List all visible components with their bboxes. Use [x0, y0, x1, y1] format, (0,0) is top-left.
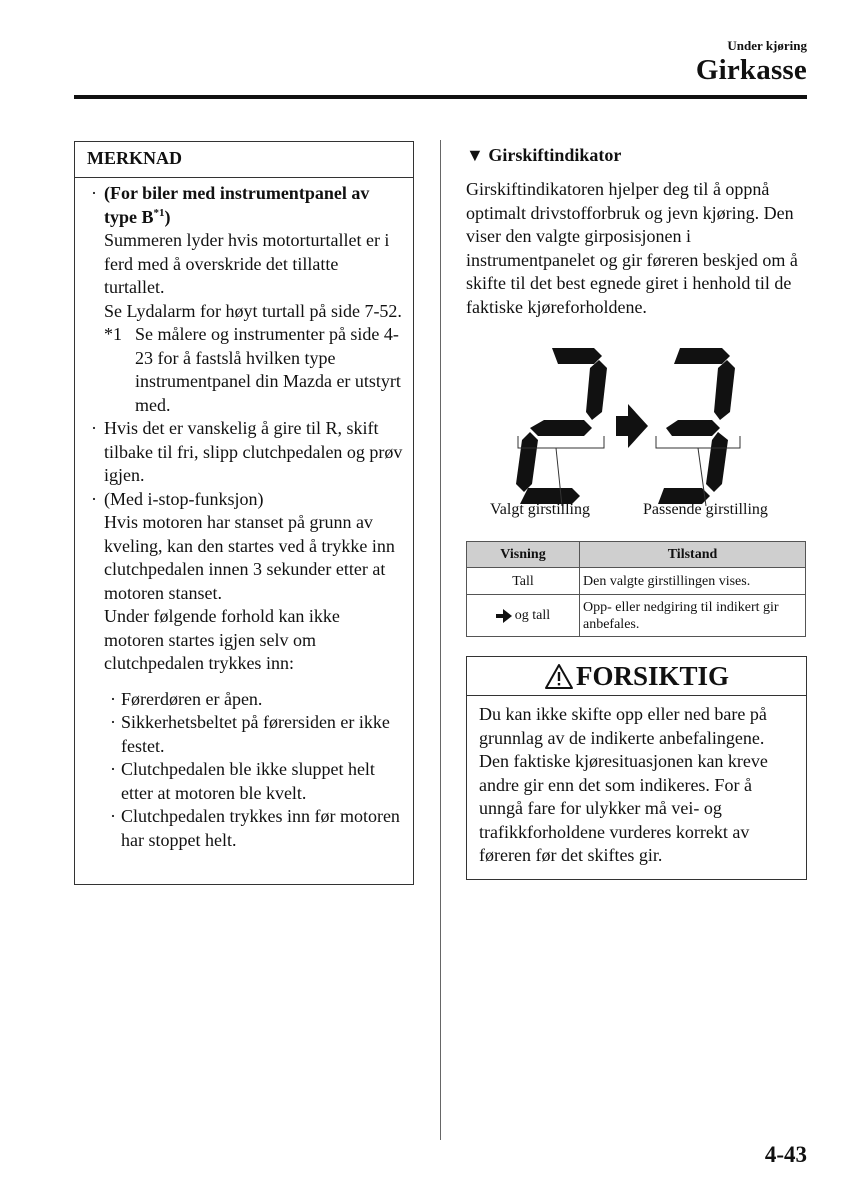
- note-subitem-text: Førerdøren er åpen.: [121, 688, 263, 709]
- note-item-reference: Se Lydalarm for høyt turtall på side 7-52.: [104, 300, 402, 321]
- shift-arrow-icon: [616, 404, 648, 448]
- page-title: Girkasse: [695, 54, 807, 86]
- gear-digit-next-icon: [658, 348, 735, 504]
- bullet: ·: [91, 488, 97, 509]
- note-subitem-text: Sikkerhetsbeltet på førersiden er ikke festet.: [121, 712, 390, 756]
- bullet: ·: [91, 183, 97, 203]
- note-item-title-line2: type B: [104, 206, 154, 227]
- footnote: [85, 323, 403, 417]
- table-row: [467, 595, 806, 637]
- caution-text: Du kan ikke skifte opp eller ned bare på grunnlag av de indikerte anbefalingene. Den faktiske kjøresituasjonen kan kreve andre gir enn det som indikeres. For å unngå fare for ulykker må vei- og trafikkforholdene vurderes korrekt av føreren før det skiftes gir.: [479, 704, 768, 865]
- note-item-text-2: Under følgende forhold kan ikke motoren startes igjen selv om clutchpedalen trykkes inn:: [104, 606, 340, 673]
- note-box: [74, 141, 414, 885]
- note-item-title: (Med i-stop-funksjon): [104, 488, 264, 509]
- gear-shift-diagram: [466, 338, 806, 528]
- note-item-i-stop: [85, 488, 403, 676]
- caution-heading: [467, 657, 806, 696]
- note-subitem: [85, 805, 403, 852]
- bullet: ·: [110, 688, 116, 709]
- table-row: [467, 568, 806, 595]
- bullet: ·: [110, 806, 116, 826]
- bullet: ·: [110, 759, 116, 779]
- label-suitable-gear: Passende girstilling: [643, 501, 768, 518]
- footnote-text: Se målere og instrumenter på side 4-23 for å fastslå hvilken type instrumentpanel din Mazda er utstyrt med.: [135, 324, 401, 415]
- note-subitem-text: Clutchpedalen ble ikke sluppet helt etter at motoren ble kvelt.: [121, 759, 375, 803]
- section-heading: [466, 145, 621, 166]
- indicator-table: [466, 541, 806, 637]
- bullet: ·: [110, 712, 116, 732]
- note-item-title-close: ): [164, 206, 171, 227]
- header-rule: [74, 95, 807, 99]
- note-item-title-line1: (For biler med instrumentpanel av: [104, 183, 370, 203]
- gear-digits-graphic: [466, 338, 806, 528]
- section-heading-text: Girskiftindikator: [488, 145, 622, 165]
- page-number: 4-43: [764, 1142, 807, 1167]
- label-selected-gear: Valgt girstilling: [490, 501, 590, 518]
- note-item-text: Summeren lyder hvis motorturtallet er i ferd med å overskride det tillatte turtallet.: [104, 230, 390, 297]
- table-header-row: [467, 542, 806, 568]
- heading-marker-icon: ▼: [466, 145, 484, 165]
- table-cell-display: [467, 595, 580, 637]
- table-cell-state: Opp- eller nedgiring til indikert gir anbefales.: [580, 595, 806, 637]
- table-cell-state: Den valgte girstillingen vises.: [580, 568, 806, 595]
- note-heading: MERKNAD: [75, 142, 413, 178]
- note-item-instrument-panel: [85, 182, 403, 323]
- table-header-visning: Visning: [467, 542, 580, 568]
- table-cell-display: Tall: [467, 568, 580, 595]
- note-item-title: [104, 182, 403, 229]
- note-subitem: [85, 688, 403, 712]
- section-label: Under kjøring: [727, 38, 807, 53]
- table-cell-display-text: og tall: [514, 608, 551, 623]
- footnote-mark: *1: [104, 324, 122, 344]
- footnote-ref: *1: [153, 206, 165, 219]
- intro-paragraph: Girskiftindikatoren hjelper deg til å oppnå optimalt drivstofforbruk og jevn kjøring. Den viser den valgte girposisjonen i instrumentpanelet og gir føreren beskjed om å skifte til det best egnede giret i henhold til de faktiske kjøreforholdene.: [466, 179, 798, 317]
- table-header-tilstand: Tilstand: [580, 542, 806, 568]
- shift-arrow-icon: [496, 609, 512, 623]
- caution-box: [466, 656, 807, 880]
- note-subitem-text: Clutchpedalen trykkes inn før motoren har stoppet helt.: [121, 806, 400, 850]
- note-body: [75, 178, 413, 852]
- gear-digit-current-icon: [516, 348, 607, 504]
- note-subitem: [85, 711, 403, 758]
- note-item-reverse-gear: [85, 417, 403, 488]
- caution-heading-text: FORSIKTIG: [575, 660, 730, 691]
- warning-triangle-icon: [544, 663, 574, 690]
- note-item-text: Hvis motoren har stanset på grunn av kveling, kan den startes ved å trykke inn clutchpedalen innen 3 sekunder etter at motoren stanset.: [104, 512, 395, 603]
- note-item-text: Hvis det er vanskelig å gire til R, skift tilbake til fri, slipp clutchpedalen og prøv igjen.: [104, 418, 403, 485]
- column-divider: [440, 140, 441, 1140]
- bullet: ·: [91, 418, 97, 438]
- note-subitem: [85, 758, 403, 805]
